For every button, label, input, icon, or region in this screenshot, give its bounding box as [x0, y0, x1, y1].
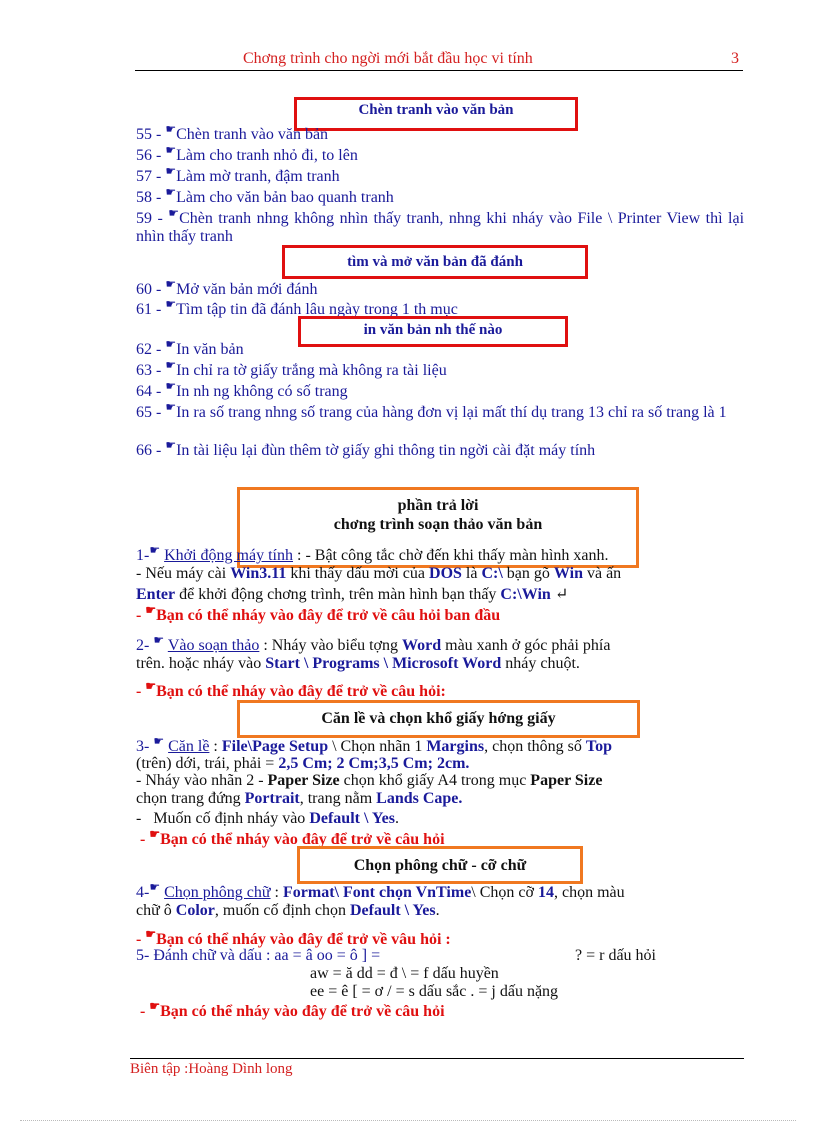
hand-icon: ☛: [165, 164, 177, 178]
hand-icon: ☛: [145, 679, 157, 693]
answer-3-line4: chọn trang đứng Portrait, trang nằm Lands Cape.: [136, 790, 463, 807]
list-item[interactable]: 66 - ☛In tài liệu lại đùn thêm tờ giấy ghi thông tin ngời cài đặt máy tính: [136, 438, 596, 459]
list-item[interactable]: 59 - ☛Chèn tranh nhng không nhìn thấy tranh, nhng khi nháy vào File \ Printer View thì lại nhìn thấy tranh: [136, 206, 745, 245]
link-open-word[interactable]: Vào soạn thảo: [167, 637, 260, 654]
page-footer: Biên tập :Hoàng Dình long: [130, 1058, 744, 1078]
answer-2-line2: trên. hoặc nháy vào Start \ Programs \ Microsoft Word nháy chuột.: [136, 655, 580, 672]
answer-4[interactable]: 4-☛ Chọn phông chữ : Format\ Font chọn VnTime\ Chọn cỡ 14, chọn màu: [136, 880, 625, 901]
section-fonts: [297, 846, 583, 884]
return-icon: ↵: [554, 586, 569, 603]
hand-icon: ☛: [149, 827, 161, 841]
hand-icon: ☛: [165, 297, 177, 311]
list-item[interactable]: 65 - ☛In ra số trang nhng số trang của hàng đơn vị lại mất thí dụ trang 13 chỉ ra số trang là 1: [136, 400, 727, 421]
hand-icon: ☛: [145, 927, 157, 941]
back-link[interactable]: - ☛Bạn có thể nháy vào đây để trở về câu hỏi:: [136, 679, 446, 700]
section-margins: [237, 700, 640, 738]
list-item[interactable]: 57 - ☛Làm mờ tranh, đậm tranh: [136, 164, 340, 185]
hand-icon: ☛: [165, 400, 177, 414]
list-item[interactable]: 56 - ☛Làm cho tranh nhỏ đi, to lên: [136, 143, 358, 164]
hand-icon: ☛: [149, 999, 161, 1013]
hand-icon: ☛: [145, 603, 157, 617]
hand-icon: ☛: [165, 185, 177, 199]
list-item[interactable]: 58 - ☛Làm cho văn bản bao quanh tranh: [136, 185, 394, 206]
hand-icon: ☛: [168, 206, 180, 220]
page-number: 3: [731, 50, 739, 67]
hand-icon: ☛: [165, 379, 177, 393]
list-item[interactable]: 55 - ☛Chèn tranh vào văn bản: [136, 122, 329, 143]
answer-3[interactable]: 3- ☛ Căn lề : File\Page Setup \ Chọn nhãn 1 Margins, chọn thông số Top: [136, 734, 612, 755]
back-link[interactable]: - ☛Bạn có thể nháy vào đây để trở về vâu hỏi :: [136, 927, 451, 948]
hand-icon: ☛: [165, 358, 177, 372]
answers-subtitle: chơng trình soạn thảo văn bản: [333, 516, 543, 533]
back-link[interactable]: - ☛Bạn có thể nháy vào đây để trở về câu hỏi: [140, 827, 445, 848]
hand-icon: ☛: [165, 277, 177, 291]
answer-5-line3: ee = ê [ = ơ / = s dấu sắc . = j dấu nặng: [310, 983, 559, 1000]
answer-3-line5: - Muốn cố định nháy vào Default \ Yes.: [136, 810, 399, 827]
section-find-open[interactable]: [282, 245, 588, 279]
answer-2[interactable]: 2- ☛ Vào soạn thảo : Nháy vào biểu tợng Word màu xanh ở góc phải phía: [136, 633, 611, 654]
section-label: in văn bản nh thế nào: [363, 322, 503, 338]
header-title: Chơng trình cho ngời mới bắt đầu học vi tính: [243, 50, 533, 67]
section-label: Căn lề và chọn khổ giấy hớng giấy: [321, 710, 556, 727]
section-label: Chọn phông chữ - cỡ chữ: [353, 857, 527, 874]
divider: [20, 1120, 796, 1121]
answer-4-line2: chữ ô Color, muốn cố định chọn Default \ Yes.: [136, 902, 440, 919]
back-link[interactable]: - ☛Bạn có thể nháy vào đây để trở về câu hỏi: [140, 999, 445, 1020]
section-label: tìm và mở văn bản đã đánh: [347, 254, 523, 270]
hand-icon: ☛: [165, 122, 177, 136]
hand-icon: ☛: [165, 143, 177, 157]
hand-icon: ☛: [149, 543, 161, 557]
hand-icon: ☛: [153, 734, 165, 748]
list-item[interactable]: 63 - ☛In chỉ ra tờ giấy trắng mà không ra tài liệu: [136, 358, 447, 379]
list-item[interactable]: 62 - ☛In văn bản: [136, 337, 244, 358]
answer-5-hoi: ? = r dấu hỏi: [575, 947, 656, 964]
hand-icon: ☛: [165, 337, 177, 351]
link-choose-font[interactable]: Chọn phông chữ: [164, 884, 271, 901]
list-item[interactable]: 60 - ☛Mở văn bản mới đánh: [136, 277, 318, 298]
hand-icon: ☛: [149, 880, 161, 894]
link-start-computer[interactable]: Khởi động máy tính: [164, 547, 293, 564]
answer-1-line3: Enter để khởi động chơng trình, trên màn hình bạn thấy C:\Win ↵: [136, 586, 569, 603]
answer-3-line3: - Nháy vào nhãn 2 - Paper Size chọn khổ giấy A4 trong mục Paper Size: [136, 772, 603, 789]
back-link[interactable]: - ☛Bạn có thể nháy vào đây để trở về câu hỏi ban đầu: [136, 603, 501, 624]
hand-icon: ☛: [165, 438, 177, 452]
hand-icon: ☛: [153, 633, 165, 647]
answer-3-line2: (trên) dới, trái, phải = 2,5 Cm; 2 Cm;3,5 Cm; 2cm.: [136, 755, 470, 772]
page-header: [135, 50, 743, 71]
link-margins[interactable]: Căn lề: [168, 738, 210, 755]
answers-title: phần trả lời: [397, 497, 479, 514]
answer-5-line2: aw = ă dd = đ \ = f dấu huyền: [310, 965, 499, 982]
list-item[interactable]: 64 - ☛In nh ng không có số trang: [136, 379, 348, 400]
answer-1-line2: - Nếu máy cài Win3.11 khi thấy dấu mời của DOS là C:\ bạn gõ Win và ấn: [136, 565, 622, 582]
answer-1[interactable]: 1-☛ Khởi động máy tính : - Bật công tắc chờ đến khi thấy màn hình xanh.: [136, 543, 609, 564]
section-label: Chèn tranh vào văn bản: [358, 102, 514, 118]
list-item[interactable]: 61 - ☛Tìm tập tin đã đánh lâu ngày trong 1 th mục: [136, 297, 458, 318]
answer-5: 5- Đánh chữ và dấu : aa = â oo = ô ] =: [136, 947, 381, 964]
